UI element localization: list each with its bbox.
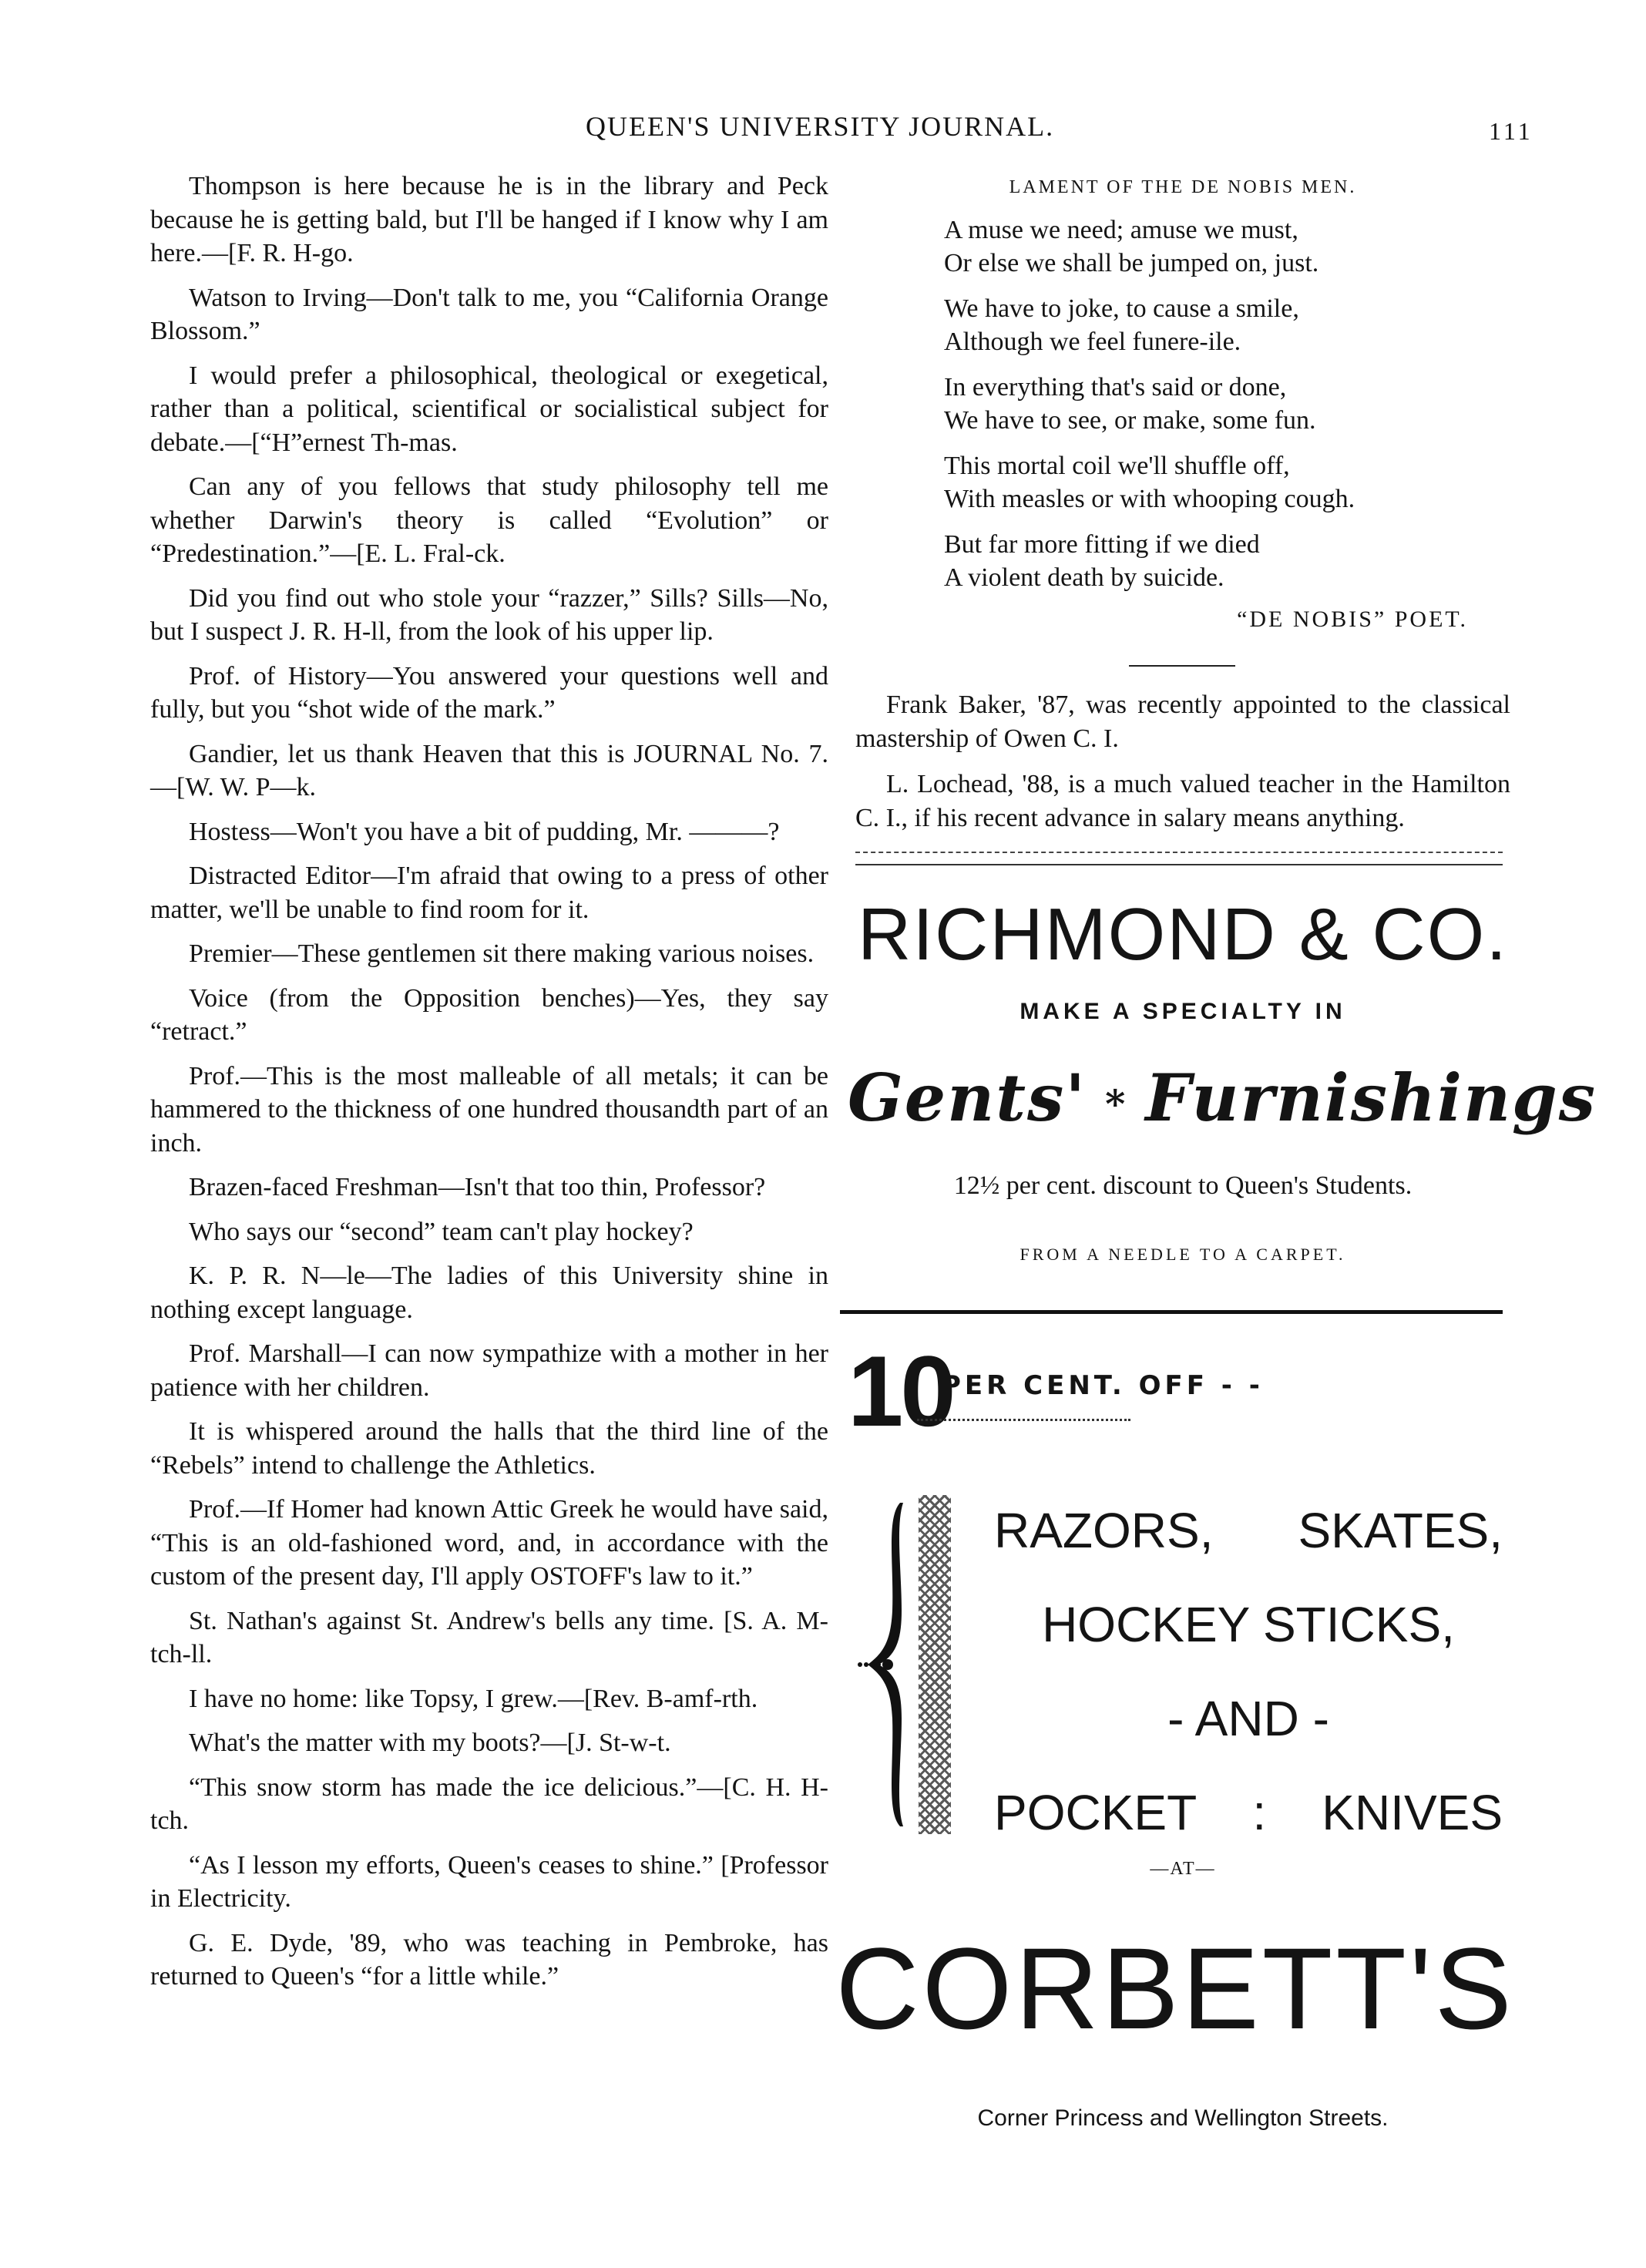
paragraph: Gandier, let us thank Heaven that this is JOURNAL No. 7.—[W. W. P—k. [150, 739, 828, 801]
poem-line: We have to see, or make, some fun. [944, 406, 1316, 435]
paragraph: Premier—These gentlemen sit there making various noises. [189, 939, 815, 968]
items-line [986, 1766, 1510, 1860]
poem-line: Although we feel funere-ile. [944, 328, 1241, 356]
discount-number: 10 [848, 1335, 953, 1447]
paragraph: Who says our “second” team can't play hockey? [189, 1217, 694, 1246]
paragraph: Distracted Editor—I'm afraid that owing to a press of other matter, we'll be unable to find room for it. [150, 862, 828, 924]
discount-label: PER CENT. OFF - - [942, 1370, 1264, 1401]
corbett-name: CORBETT'S [835, 1924, 1515, 2053]
corbett-at: —AT— [1150, 1859, 1216, 1879]
star-ornament-icon: * [1105, 1080, 1127, 1127]
section-divider [1129, 665, 1235, 667]
item-hockey-sticks: HOCKEY STICKS, [1042, 1597, 1455, 1652]
paragraph: Prof. of History—You answered your questions well and fully, but you “shot wide of the mark.” [150, 661, 828, 724]
poem-line: But far more fitting if we died [944, 530, 1260, 559]
paragraph: G. E. Dyde, '89, who was teaching in Pembroke, has returned to Queen's “for a little while.” [150, 1928, 828, 1991]
paragraph: Can any of you fellows that study philosophy tell me whether Darwin's theory is called “Evolution” or “Predestination.”—[E. L. Fral-ck. [150, 472, 828, 568]
news-item: Frank Baker, '87, was recently appointed to the classical mastership of Owen C. I. [855, 690, 1510, 753]
news-items [855, 688, 1510, 835]
item-and: - AND - [1167, 1691, 1329, 1746]
right-column [855, 177, 1510, 847]
paragraph: Brazen-faced Freshman—Isn't that too thin, Professor? [189, 1173, 766, 1201]
left-column [150, 170, 828, 2004]
corbett-address: Corner Princess and Wellington Streets. [977, 2105, 1389, 2131]
paragraph: Prof.—If Homer had known Attic Greek he would have said, “This is an old-fashioned word, and, in accordance with the custom of the present day, I'll apply OSTOFF's law to it.” [150, 1495, 828, 1591]
double-rule-divider [855, 852, 1503, 865]
paragraph: What's the matter with my boots?—[J. St-w-t. [189, 1729, 671, 1757]
poem-title: LAMENT OF THE DE NOBIS MEN. [1009, 177, 1357, 197]
poem-signature: “DE NOBIS” POET. [1237, 606, 1468, 632]
poem-stanza [944, 371, 1510, 437]
poem-line: We have to joke, to cause a smile, [944, 294, 1299, 323]
item-skates: SKATES, [1298, 1503, 1503, 1558]
thick-rule-divider [840, 1310, 1503, 1314]
poem-stanza [944, 449, 1510, 516]
paragraph: Watson to Irving—Don't talk to me, you “California Orange Blossom.” [150, 283, 828, 345]
richmond-ad-discount: 12½ per cent. discount to Queen's Students. [953, 1171, 1413, 1200]
news-item: L. Lochead, '88, is a much valued teacher in the Hamilton C. I., if his recent advance in salary means anything. [855, 770, 1510, 832]
paragraph: Prof. Marshall—I can now sympathize with a mother in her patience with her children. [150, 1339, 828, 1402]
poem-line: This mortal coil we'll shuffle off, [944, 452, 1290, 480]
paragraph: Prof.—This is the most malleable of all metals; it can be hammered to the thickness of one hundred thousandth part of an inch. [150, 1061, 828, 1158]
furnishings-word: Furnishings [1145, 1060, 1597, 1136]
richmond-ad-specialty: MAKE A SPECIALTY IN [1020, 999, 1346, 1024]
item-razors: RAZORS, [994, 1503, 1214, 1558]
paragraph: Voice (from the Opposition benches)—Yes, they say “retract.” [150, 983, 828, 1046]
dotted-leader [917, 1416, 1130, 1421]
poem-line: A violent death by suicide. [944, 563, 1224, 592]
richmond-ad-name: RICHMOND & CO. [858, 893, 1508, 976]
item-pocket: POCKET [994, 1785, 1198, 1840]
paragraph: Hostess—Won't you have a bit of pudding, Mr. ———? [189, 817, 780, 846]
poem-stanza [944, 292, 1510, 358]
poem-line: A muse we need; amuse we must, [944, 216, 1298, 244]
items-line [986, 1483, 1510, 1578]
corbett-items-list [986, 1483, 1510, 1860]
running-title: QUEEN'S UNIVERSITY JOURNAL. [586, 111, 1055, 142]
paragraph: I would prefer a philosophical, theological or exegetical, rather than a political, scientifical or socialistical subject for debate.—[“H”ernest Th-mas. [150, 361, 828, 457]
paragraph: Did you find out who stole your “razzer,” Sills? Sills—No, but I suspect J. R. H-ll, from the look of his upper lip. [150, 583, 828, 646]
paragraph: Thompson is here because he is in the library and Peck because he is getting bald, but I'll be hanged if I know why I am here.—[F. R. H-go. [150, 172, 828, 267]
richmond-ad-headline [848, 1060, 1597, 1136]
page-number: 111 [1489, 117, 1533, 145]
paragraph: St. Nathan's against St. Andrew's bells any time. [S. A. M-tch-ll. [150, 1606, 828, 1668]
gents-word: Gents' [848, 1060, 1087, 1136]
ornamental-border-icon [919, 1495, 951, 1834]
paragraph: “As I lesson my efforts, Queen's ceases to shine.” [Professor in Electricity. [150, 1850, 828, 1913]
item-colon: : [1252, 1785, 1267, 1840]
poem-line: With measles or with whooping cough. [944, 485, 1355, 513]
poem-stanza [944, 213, 1510, 280]
paragraph: “This snow storm has made the ice delicious.”—[C. H. H-tch. [150, 1772, 828, 1835]
paragraph: It is whispered around the halls that the third line of the “Rebels” intend to challenge the Athletics. [150, 1417, 828, 1480]
item-knives: KNIVES [1322, 1785, 1503, 1840]
poem-stanza [944, 528, 1510, 594]
paragraph: K. P. R. N—le—The ladies of this University shine in nothing except language. [150, 1262, 828, 1324]
paragraph: I have no home: like Topsy, I grew.—[Rev. B-amf-rth. [189, 1684, 758, 1713]
poem-line: In everything that's said or done, [944, 373, 1287, 402]
richmond-ad-tagline: FROM A NEEDLE TO A CARPET. [1020, 1245, 1346, 1264]
poem-line: Or else we shall be jumped on, just. [944, 249, 1319, 277]
